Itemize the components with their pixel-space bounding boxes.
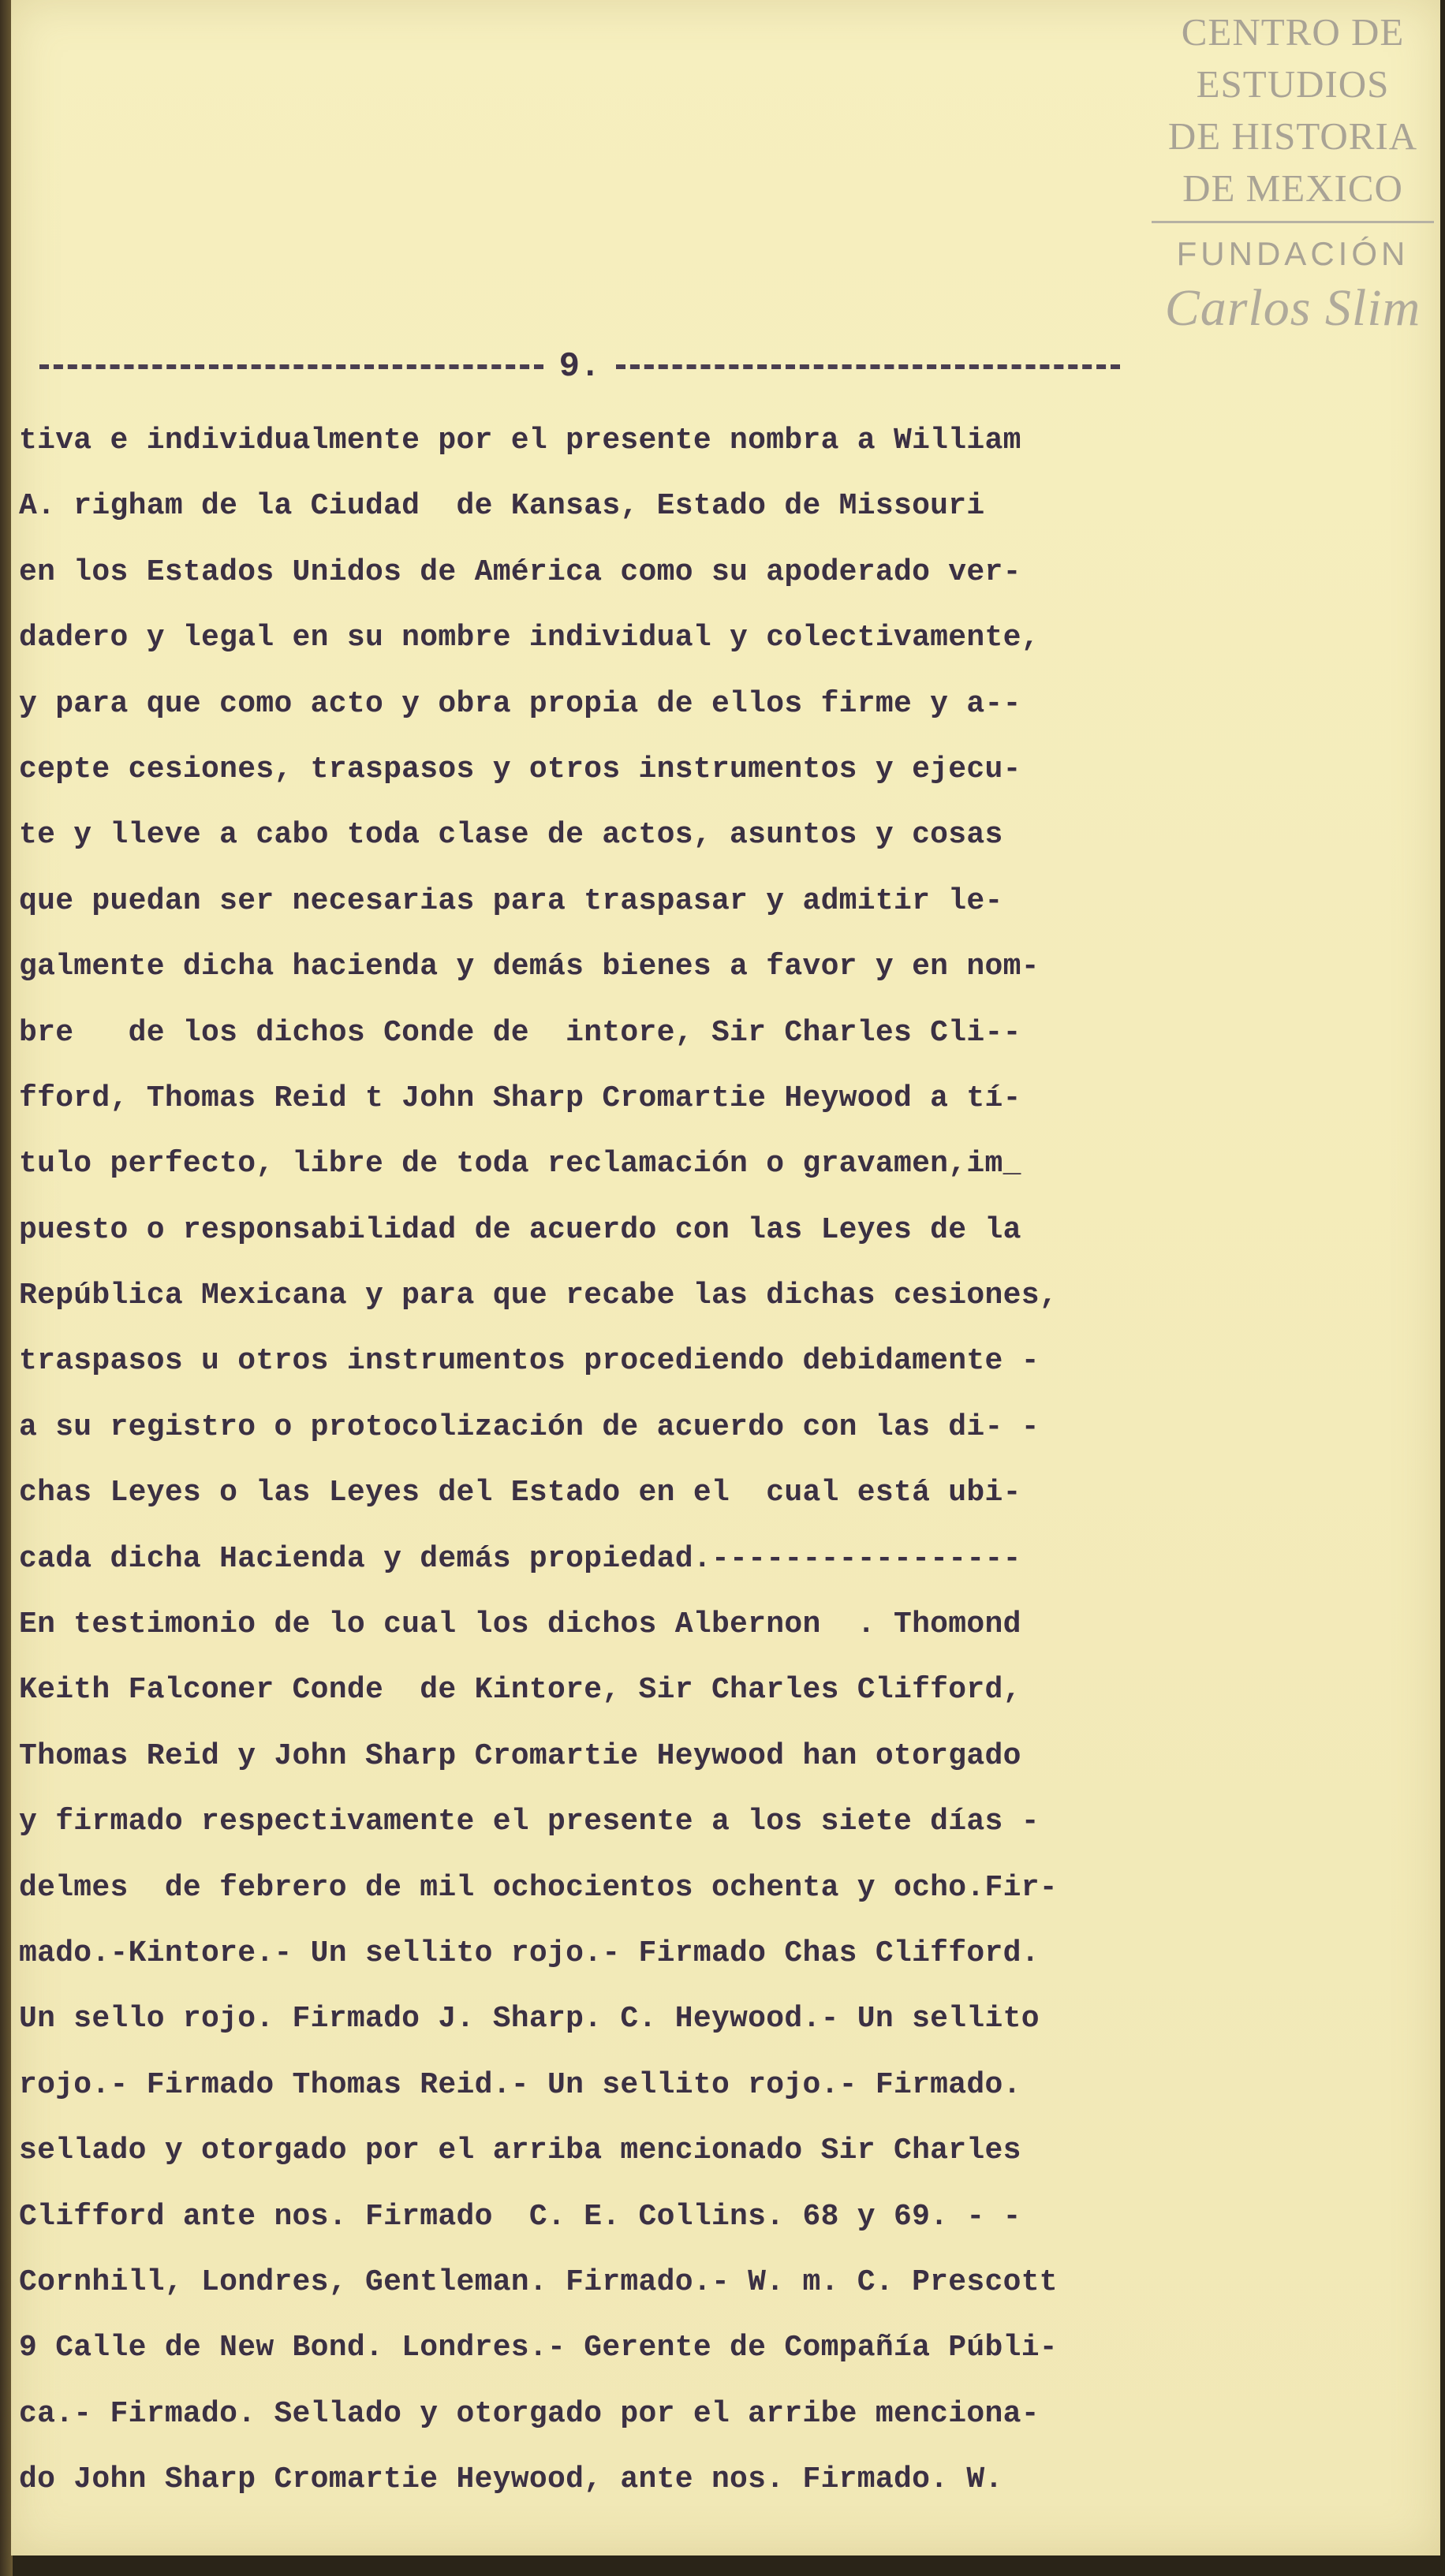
text-line: 9 Calle de New Bond. Londres.- Gerente de Compañía Públi- <box>19 2331 1058 2365</box>
text-line: galmente dicha hacienda y demás bienes a favor y en nom- <box>19 950 1040 984</box>
text-line: tiva e individualmente por el presente nombra a William <box>19 424 1021 457</box>
text-line: República Mexicana y para que recabe las dichas cesiones, <box>19 1279 1058 1313</box>
text-line: A. righam de la Ciudad de Kansas, Estado de Missouri <box>19 489 985 524</box>
text-line: que puedan ser necesarias para traspasar y admitir le- <box>19 883 1003 918</box>
watermark-signature: Carlos Slim <box>1164 279 1421 337</box>
text-line: traspasos u otros instrumentos procediendo debidamente - <box>19 1344 1040 1379</box>
text-line: Clifford ante nos. Firmado C. E. Collins. 68 y 69. - - <box>19 2199 1021 2234</box>
text-line: puesto o responsabilidad de acuerdo con las Leyes de la <box>19 1212 1021 1247</box>
watermark-line: CENTRO DE <box>1181 10 1405 54</box>
header-rule-left <box>39 364 543 369</box>
text-line: ca.- Firmado. Sellado y otorgado por el arribe menciona- <box>19 2396 1040 2431</box>
text-line: a su registro o protocolización de acuerdo con las di- - <box>19 1409 1040 1444</box>
text-line: Thomas Reid y John Sharp Cromartie Heywood han otorgado <box>19 1738 1021 1773</box>
text-line: te y lleve a cabo toda clase de actos, asuntos y cosas <box>19 818 1003 853</box>
text-line: sellado y otorgado por el arriba mencionado Sir Charles <box>19 2134 1021 2168</box>
text-line: y firmado respectivamente el presente a los siete días - <box>19 1805 1040 1839</box>
text-line: en los Estados Unidos de América como su apoderado ver- <box>19 554 1021 589</box>
page-number: 9. <box>558 347 601 386</box>
text-line: Un sello rojo. Firmado J. Sharp. C. Heywood.- Un sellito <box>19 2002 1040 2037</box>
text-line: dadero y legal en su nombre individual y colectivamente, <box>19 621 1040 655</box>
text-line: rojo.- Firmado Thomas Reid.- Un sellito rojo.- Firmado. <box>19 2067 1021 2102</box>
text-line: fford, Thomas Reid t John Sharp Cromartie Heywood a tí- <box>19 1081 1021 1115</box>
text-line: cada dicha Hacienda y demás propiedad.----------------- <box>19 1541 1021 1576</box>
typed-text-body <box>19 408 1139 2513</box>
text-line: y para que como acto y obra propia de ellos firme y a-- <box>19 686 1021 721</box>
text-line: chas Leyes o las Leyes del Estado en el cual está ubi- <box>19 1476 1021 1510</box>
text-line: tulo perfecto, libre de toda reclamación o gravamen,im_ <box>19 1147 1021 1182</box>
page-header <box>39 347 1120 386</box>
text-line: En testimonio de lo cual los dichos Albernon . Thomond <box>19 1607 1021 1642</box>
watermark-line: DE MEXICO <box>1182 166 1403 210</box>
watermark-divider <box>1152 221 1434 223</box>
text-line: bre de los dichos Conde de intore, Sir Charles Cli-- <box>19 1015 1021 1050</box>
text-line: cepte cesiones, traspasos y otros instrumentos y ejecu- <box>19 752 1021 786</box>
text-line: Keith Falconer Conde de Kintore, Sir Charles Clifford, <box>19 1673 1021 1708</box>
watermark-line: ESTUDIOS <box>1196 62 1390 106</box>
watermark-line: DE HISTORIA <box>1167 114 1418 158</box>
text-line: do John Sharp Cromartie Heywood, ante nos. Firmado. W. <box>19 2462 1003 2497</box>
text-line: mado.-Kintore.- Un sellito rojo.- Firmado Chas Clifford. <box>19 1936 1040 1970</box>
header-rule-right <box>616 364 1120 369</box>
archive-watermark <box>1147 6 1439 340</box>
watermark-foundation: FUNDACIÓN <box>1176 235 1410 272</box>
text-line: Cornhill, Londres, Gentleman. Firmado.- W. m. C. Prescott <box>19 2264 1058 2299</box>
text-line: delmes de febrero de mil ochocientos ochenta y ocho.Fir- <box>19 1870 1058 1905</box>
